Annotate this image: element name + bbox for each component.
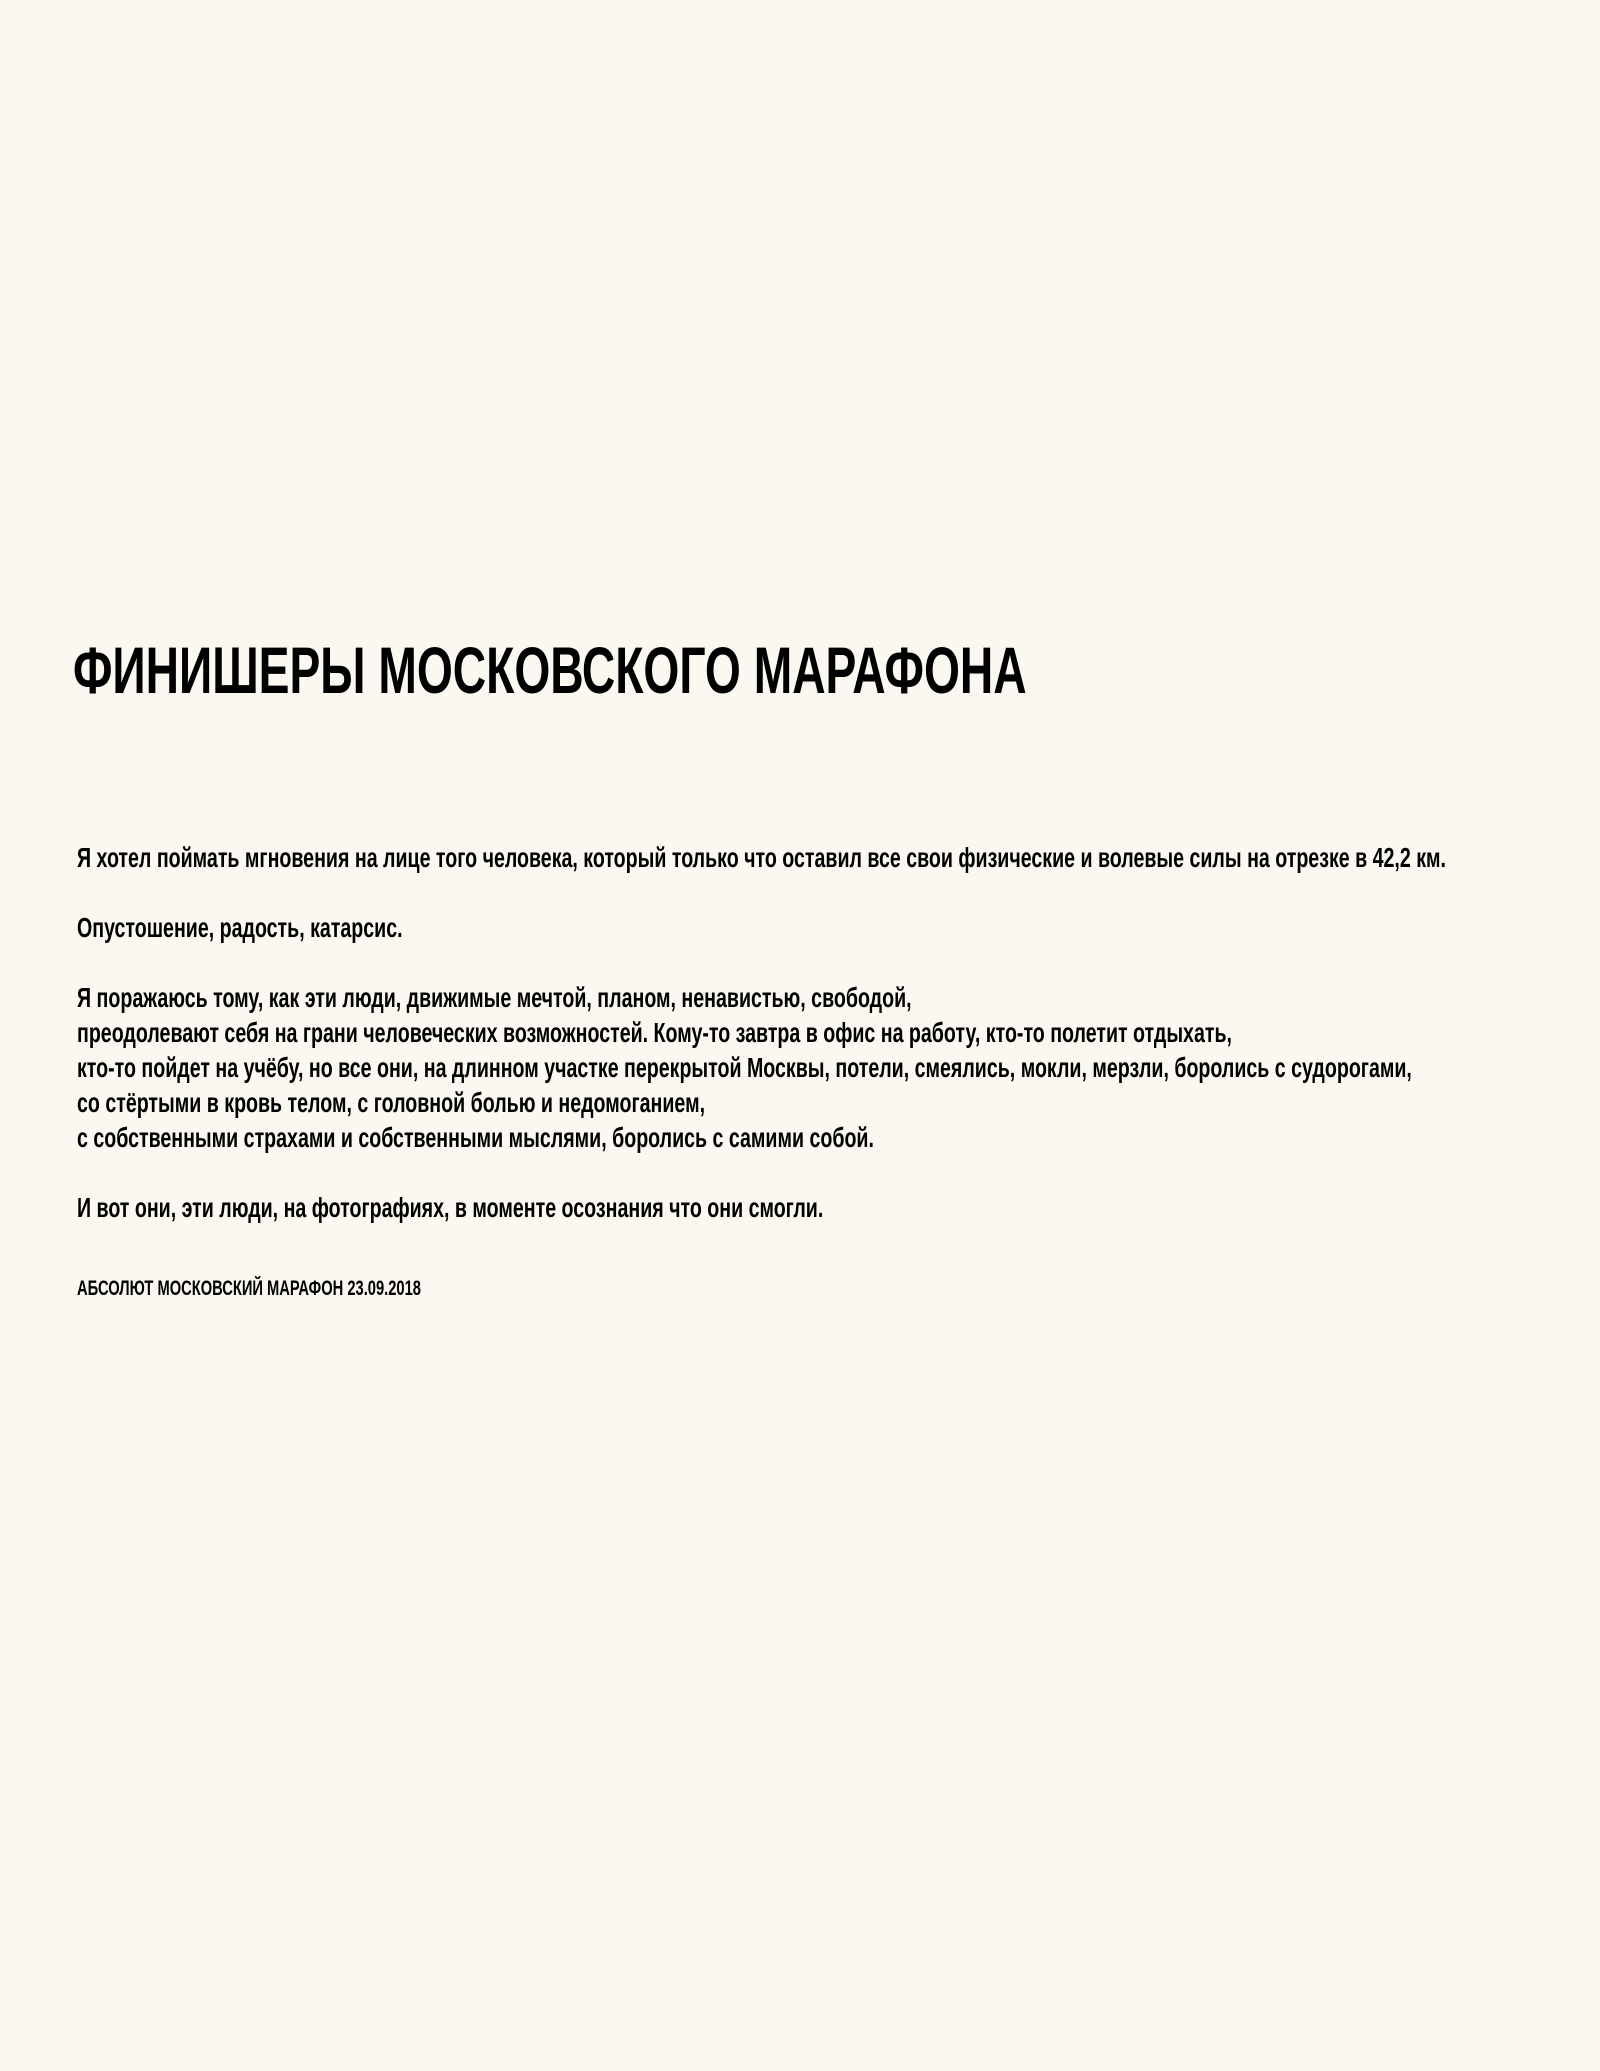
page-title: ФИНИШЕРЫ МОСКОВСКОГО МАРАФОНА: [73, 633, 1027, 707]
paragraph-line: кто-то пойдет на учёбу, но все они, на длинном участке перекрытой Москвы, потели, смеялись, мокли, мерзли, боролись с судорогами,: [77, 1052, 1412, 1083]
event-caption: АБСОЛЮТ МОСКОВСКИЙ МАРАФОН 23.09.2018: [77, 1277, 421, 1300]
paragraph-conclusion: И вот они, эти люди, на фотографиях, в моменте осознания что они смогли.: [77, 1192, 824, 1223]
article-body: [77, 840, 1600, 1260]
paragraph-line: преодолевают себя на грани человеческих возможностей. Кому-то завтра в офис на работу, кто-то полетит отдыхать,: [77, 1017, 1232, 1048]
paragraph-intro: Я хотел поймать мгновения на лице того человека, который только что оставил все свои физические и волевые силы на отрезке в 42,2 км.: [77, 842, 1446, 873]
paragraph-line: со стёртыми в кровь телом, с головной болью и недомоганием,: [77, 1087, 706, 1118]
paragraph-people: [77, 980, 1600, 1155]
paragraph-line: с собственными страхами и собственными мыслями, боролись с самими собой.: [77, 1122, 874, 1153]
paragraph-line: Я поражаюсь тому, как эти люди, движимые мечтой, планом, ненавистью, свободой,: [77, 982, 912, 1013]
paragraph-emotions: Опустошение, радость, катарсис.: [77, 912, 403, 943]
